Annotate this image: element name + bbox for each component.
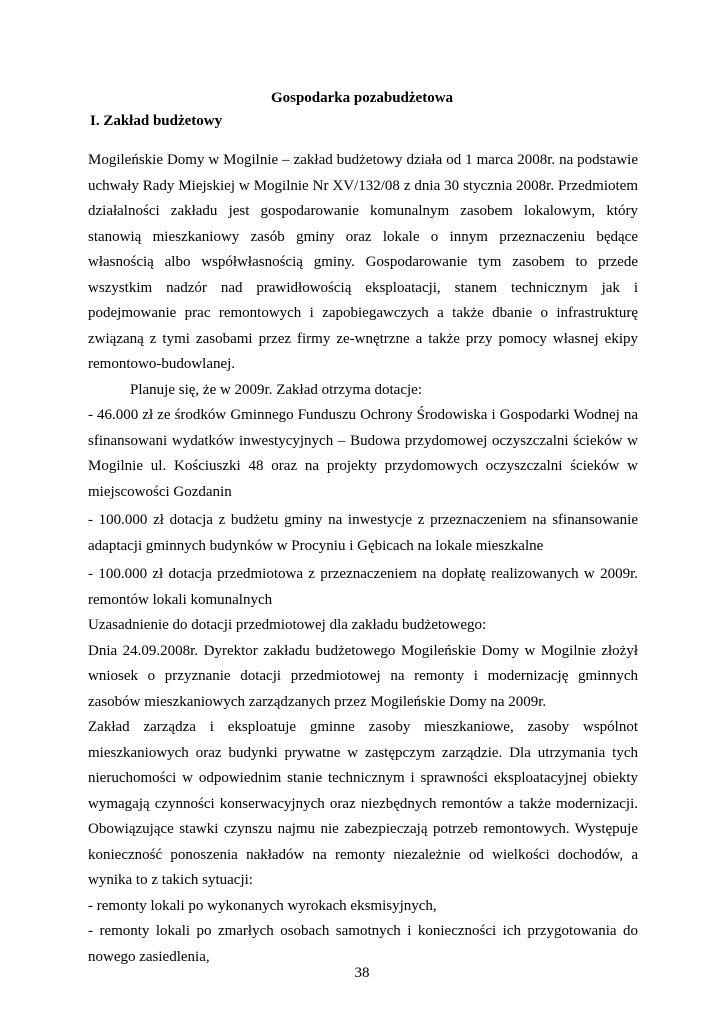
paragraph-intro: Mogileńskie Domy w Mogilnie – zakład budżetowy działa od 1 marca 2008r. na podstawie uchwały Rady Miejskiej w Mogilnie Nr XV/132/08 z dnia 30 stycznia 2008r. Przedmiotem działalności zakładu jest gospodarowanie komunalnym zasobem lokalowym, który stanowią mieszkaniowy zasób gminy oraz lokale o innym przeznaczeniu będące własnością albo współwłasnością gminy. Gospodarowanie tym zasobem to przede wszystkim nadzór nad prawidłowością eksploatacji, stanem technicznym jak i podejmowanie prac remontowych i zapobiegawczych a także dbanie o infrastrukturę związaną z tymi zasobami przez firmy ze-wnętrzne a także przy pomocy własnej ekipy remontowo-budowlanej.	[88, 152, 638, 372]
paragraph-application: Dnia 24.09.2008r. Dyrektor zakładu budżetowego Mogileńskie Domy w Mogilnie złożył wniosek o przyznanie dotacji przedmiotowej na remonty i modernizację gminnych zasobów mieszkaniowych zarządzanych przez Mogileńskie Domy na 2009r.	[88, 642, 638, 710]
paragraph-management: Zakład zarządza i eksploatuje gminne zasoby mieszkaniowe, zasoby wspólnot mieszkaniowych oraz budynki prywatne w zastępczym zarządzie. Dla utrzymania tych nieruchomości w odpowiednim stanie technicznym i sprawności eksploatacyjnej obiekty wymagają czynności konserwacyjnych oraz niezbędnych remontów a także modernizacji. Obowiązujące stawki czynszu najmu nie zabezpieczają potrzeb remontowych. Występuje konieczność ponoszenia nakładów na remonty niezależnie od wielkości dochodów, a wynika to z takich sytuacji:	[88, 719, 638, 888]
paragraph-subsidies-plan: Planuje się, że w 2009r. Zakład otrzyma dotacje:	[130, 381, 422, 398]
paragraph-justification-heading: Uzasadnienie do dotacji przedmiotowej dla zakładu budżetowego:	[88, 617, 487, 633]
paragraph-subsidy-3: - 100.000 zł dotacja przedmiotowa z przeznaczeniem na dopłatę realizowanych w 2009r. remontów lokali komunalnych	[88, 566, 638, 608]
paragraph-subsidy-1: - 46.000 zł ze środków Gminnego Funduszu Ochrony Środowiska i Gospodarki Wodnej na sfinansowani wydatków inwestycyjnych – Budowa przydomowej oczyszczalni ścieków w Mogilnie ul. Kościuszki 48 oraz na projekty przydomowych oczyszczalni ścieków w miejscowości Gozdanin	[88, 407, 638, 500]
document-title: Gospodarka pozabudżetowa	[270, 90, 454, 106]
paragraph-subsidy-2: - 100.000 zł dotacja z budżetu gminy na inwestycje z przeznaczeniem na sfinansowanie adaptacji gminnych budynków w Procyniu i Gębicach na lokale mieszkalne	[88, 512, 638, 554]
document-body	[88, 148, 638, 970]
paragraph-list-item-1: - remonty lokali po wykonanych wyrokach eksmisyjnych,	[88, 897, 437, 914]
section-heading: I. Zakład budżetowy	[90, 113, 223, 129]
paragraph-list-item-2: - remonty lokali po zmarłych osobach samotnych i konieczności ich przygotowania do nowego zasiedlenia,	[88, 923, 638, 965]
page-number: 38	[354, 965, 370, 981]
